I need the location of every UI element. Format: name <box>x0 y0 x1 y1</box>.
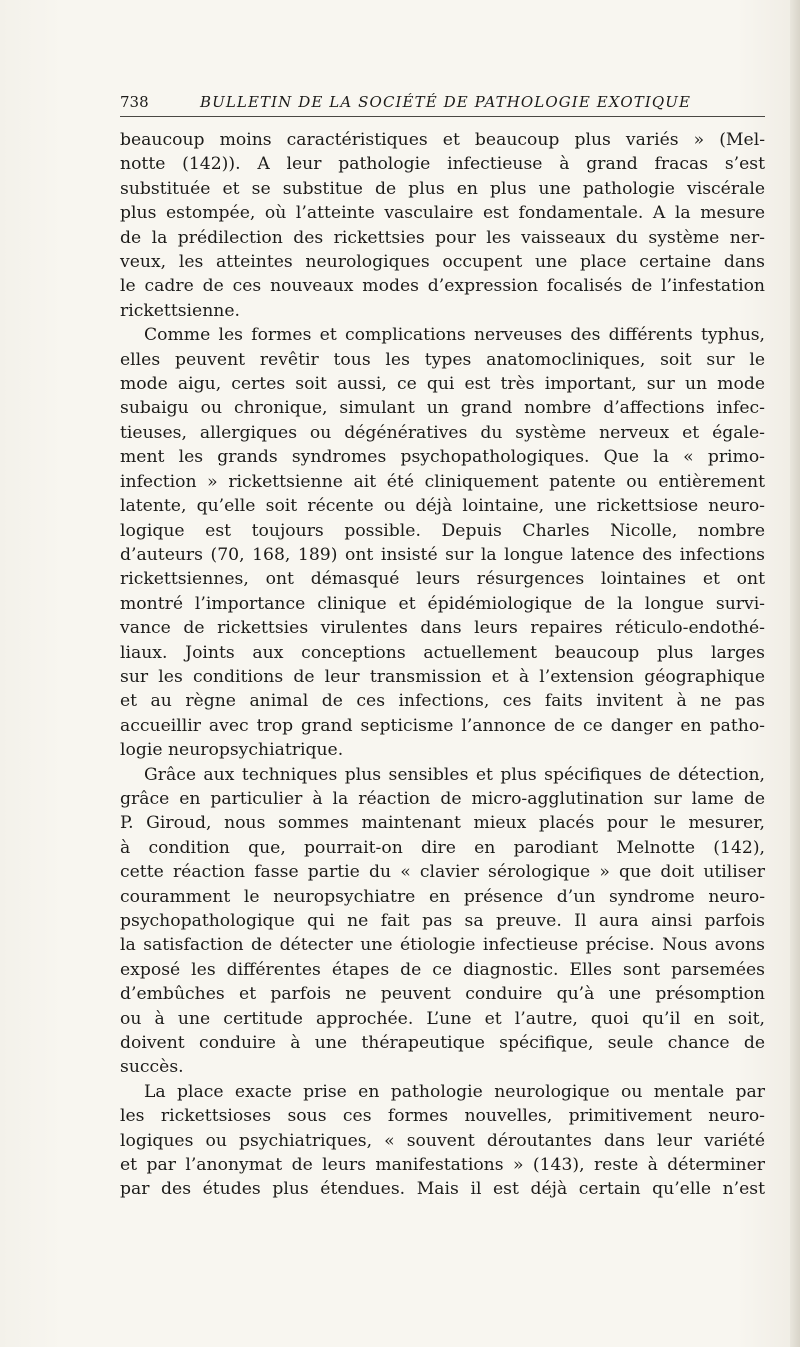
text-line: logie neuropsychiatrique. <box>120 740 344 761</box>
text-line: subaigu ou chronique, simulant un grand nombre d’affections infec- <box>120 398 765 419</box>
text-line: par des études plus étendues. Mais il est déjà certain qu’elle n’est <box>120 1179 765 1200</box>
text-line: substituée et se substitue de plus en plus une pathologie viscérale <box>120 178 765 199</box>
text-line: logique est toujours possible. Depuis Charles Nicolle, nombre <box>120 520 765 541</box>
text-line: d’embûches et parfois ne peuvent conduire qu’à une présomption <box>120 984 765 1005</box>
text-line: logiques ou psychiatriques, « souvent déroutantes dans leur variété <box>120 1130 765 1151</box>
text-line: exposé les différentes étapes de ce diagnostic. Elles sont parsemées <box>120 959 765 980</box>
text-line: de la prédilection des rickettsies pour les vaisseaux du système ner- <box>120 227 765 248</box>
text-line: ment les grands syndromes psychopathologiques. Que la « primo- <box>120 447 765 468</box>
text-line: et au règne animal de ces infections, ces faits invitent à ne pas <box>120 691 765 712</box>
text-line: la satisfaction de détecter une étiologie infectieuse précise. Nous avons <box>120 935 765 956</box>
text-line: cette réaction fasse partie du « clavier sérologique » que doit utiliser <box>120 862 765 883</box>
page-number: 738 <box>120 93 149 111</box>
text-line: P. Giroud, nous sommes maintenant mieux placés pour le mesurer, <box>120 813 765 834</box>
text-line: montré l’importance clinique et épidémiologique de la longue survi- <box>120 593 765 614</box>
text-line: plus estompée, où l’atteinte vasculaire est fondamentale. A la mesure <box>120 203 765 224</box>
text-line: couramment le neuropsychiatre en présence d’un syndrome neuro- <box>120 886 765 907</box>
text-line: elles peuvent revêtir tous les types anatomocliniques, soit sur le <box>120 349 765 370</box>
text-line: notte (142)). A leur pathologie infectieuse à grand fracas s’est <box>120 154 765 175</box>
text-line: Comme les formes et complications nerveuses des différents typhus, <box>144 325 765 346</box>
text-line: grâce en particulier à la réaction de micro-agglutination sur lame de <box>120 788 765 809</box>
text-line: ou à une certitude approchée. L’une et l’autre, quoi qu’il en soit, <box>120 1008 765 1029</box>
text-line: infection » rickettsienne ait été cliniquement patente ou entièrement <box>120 471 765 492</box>
text-line: beaucoup moins caractéristiques et beaucoup plus variés » (Mel- <box>120 130 765 150</box>
page-header <box>120 92 765 117</box>
text-line: veux, les atteintes neurologiques occupent une place certaine dans <box>120 252 765 273</box>
text-line: tieuses, allergiques ou dégénératives du système nerveux et égale- <box>120 422 765 443</box>
text-line: Grâce aux techniques plus sensibles et plus spécifiques de détection, <box>144 764 765 785</box>
text-line: liaux. Joints aux conceptions actuellement beaucoup plus larges <box>120 642 765 663</box>
text-line: doivent conduire à une thérapeutique spécifique, seule chance de <box>120 1033 765 1054</box>
text-line: rickettsiennes, ont démasqué leurs résurgences lointaines et ont <box>120 569 765 590</box>
text-line: mode aigu, certes soit aussi, ce qui est très important, sur un mode <box>120 374 765 395</box>
text-line: d’auteurs (70, 168, 189) ont insisté sur la longue latence des infections <box>120 544 765 565</box>
text-line: les rickettsioses sous ces formes nouvelles, primitivement neuro- <box>120 1106 765 1127</box>
text-line: accueillir avec trop grand septicisme l’annonce de ce danger en patho- <box>120 715 765 736</box>
text-line: succès. <box>120 1057 184 1078</box>
text-line: à condition que, pourrait-on dire en parodiant Melnotte (142), <box>120 837 765 858</box>
page-gutter-shadow <box>790 0 800 1347</box>
text-line: latente, qu’elle soit récente ou déjà lointaine, une rickettsiose neuro- <box>120 496 765 517</box>
body-text <box>120 128 765 1202</box>
text-line: La place exacte prise en pathologie neurologique ou mentale par <box>144 1081 765 1102</box>
text-line: vance de rickettsies virulentes dans leurs repaires réticulo-endothé- <box>120 618 765 639</box>
text-line: et par l’anonymat de leurs manifestations » (143), reste à déterminer <box>120 1155 765 1176</box>
text-line: le cadre de ces nouveaux modes d’expression focalisés de l’infestation <box>120 276 765 297</box>
text-line: psychopathologique qui ne fait pas sa preuve. Il aura ainsi parfois <box>120 911 765 931</box>
text-line: rickettsienne. <box>120 300 241 321</box>
text-line: sur les conditions de leur transmission et à l’extension géographique <box>120 666 765 687</box>
running-title: BULLETIN DE LA SOCIÉTÉ DE PATHOLOGIE EXOTIQUE <box>200 93 692 111</box>
